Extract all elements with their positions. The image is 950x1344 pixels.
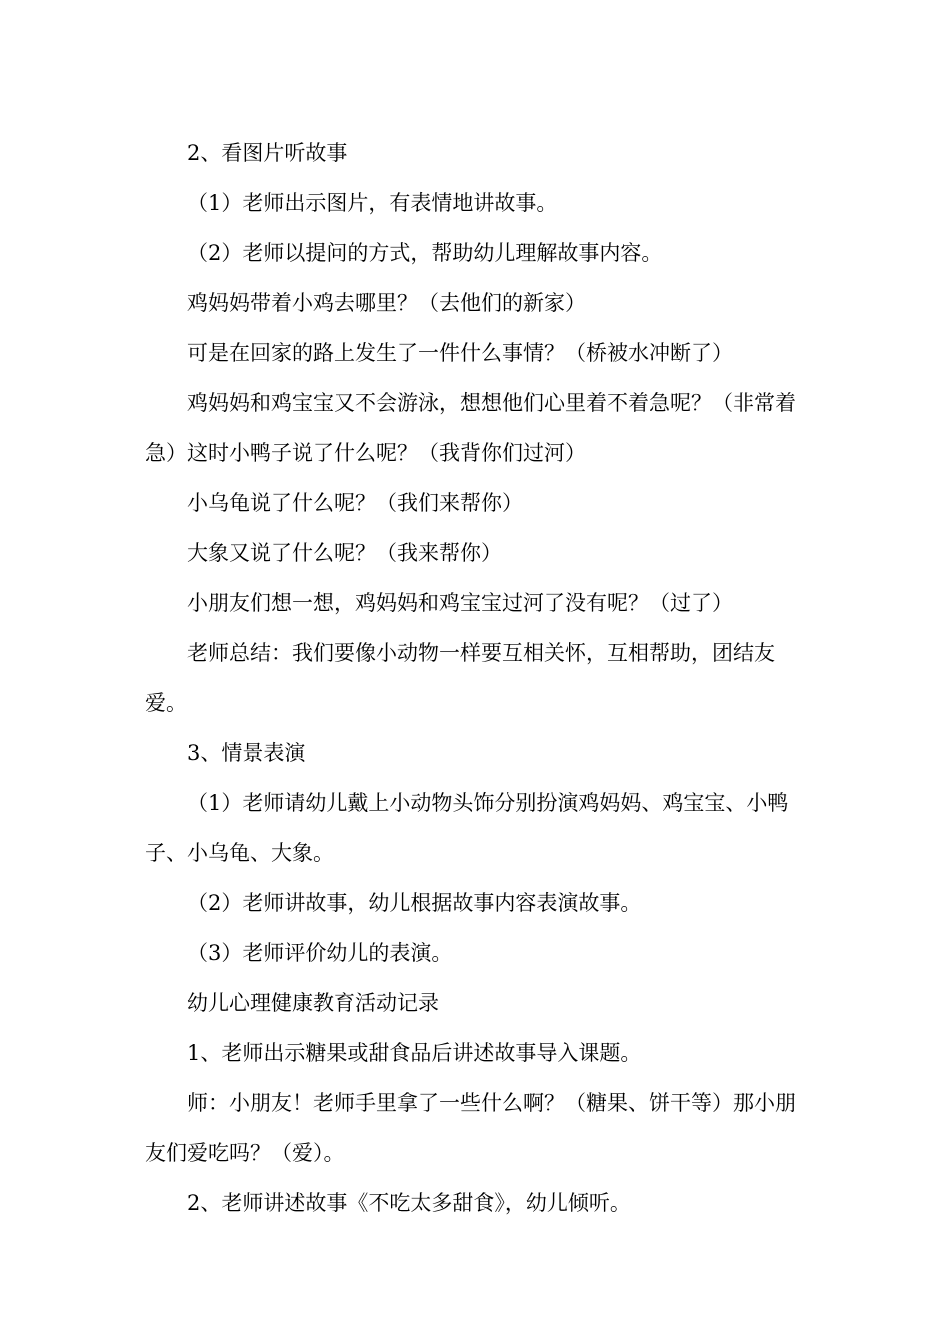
paragraph: 1、老师出示糖果或甜食品后讲述故事导入课题。	[187, 1041, 642, 1065]
paragraph: 老师总结：我们要像小动物一样要互相关怀，互相帮助，团结友爱。	[145, 641, 775, 715]
paragraph: （2）老师以提问的方式，帮助幼儿理解故事内容。	[187, 241, 663, 265]
section-heading: 幼儿心理健康教育活动记录	[187, 991, 439, 1015]
section-heading: 2、看图片听故事	[187, 141, 348, 165]
paragraph: 鸡妈妈和鸡宝宝又不会游泳，想想他们心里着不着急呢？（非常着急）这时小鸭子说了什么呢？（我背你们过河）	[145, 391, 796, 465]
paragraph: 鸡妈妈带着小鸡去哪里？（去他们的新家）	[187, 291, 586, 315]
paragraph: 小朋友们想一想，鸡妈妈和鸡宝宝过河了没有呢？（过了）	[187, 591, 733, 615]
paragraph: 师：小朋友！老师手里拿了一些什么啊？（糖果、饼干等）那小朋友们爱吃吗？（爱）。	[145, 1091, 796, 1165]
section-heading: 3、情景表演	[187, 741, 306, 765]
paragraph: 可是在回家的路上发生了一件什么事情？（桥被水冲断了）	[187, 341, 733, 365]
paragraph: 大象又说了什么呢？（我来帮你）	[187, 541, 502, 565]
document-page	[145, 128, 810, 1228]
paragraph: 小乌龟说了什么呢？（我们来帮你）	[187, 491, 523, 515]
paragraph: （1）老师请幼儿戴上小动物头饰分别扮演鸡妈妈、鸡宝宝、小鸭子、小乌龟、大象。	[145, 791, 789, 865]
paragraph: （2）老师讲故事，幼儿根据故事内容表演故事。	[187, 891, 642, 915]
paragraph: 2、老师讲述故事《不吃太多甜食》，幼儿倾听。	[187, 1191, 631, 1215]
paragraph: （3）老师评价幼儿的表演。	[187, 941, 453, 965]
paragraph: （1）老师出示图片，有表情地讲故事。	[187, 191, 558, 215]
